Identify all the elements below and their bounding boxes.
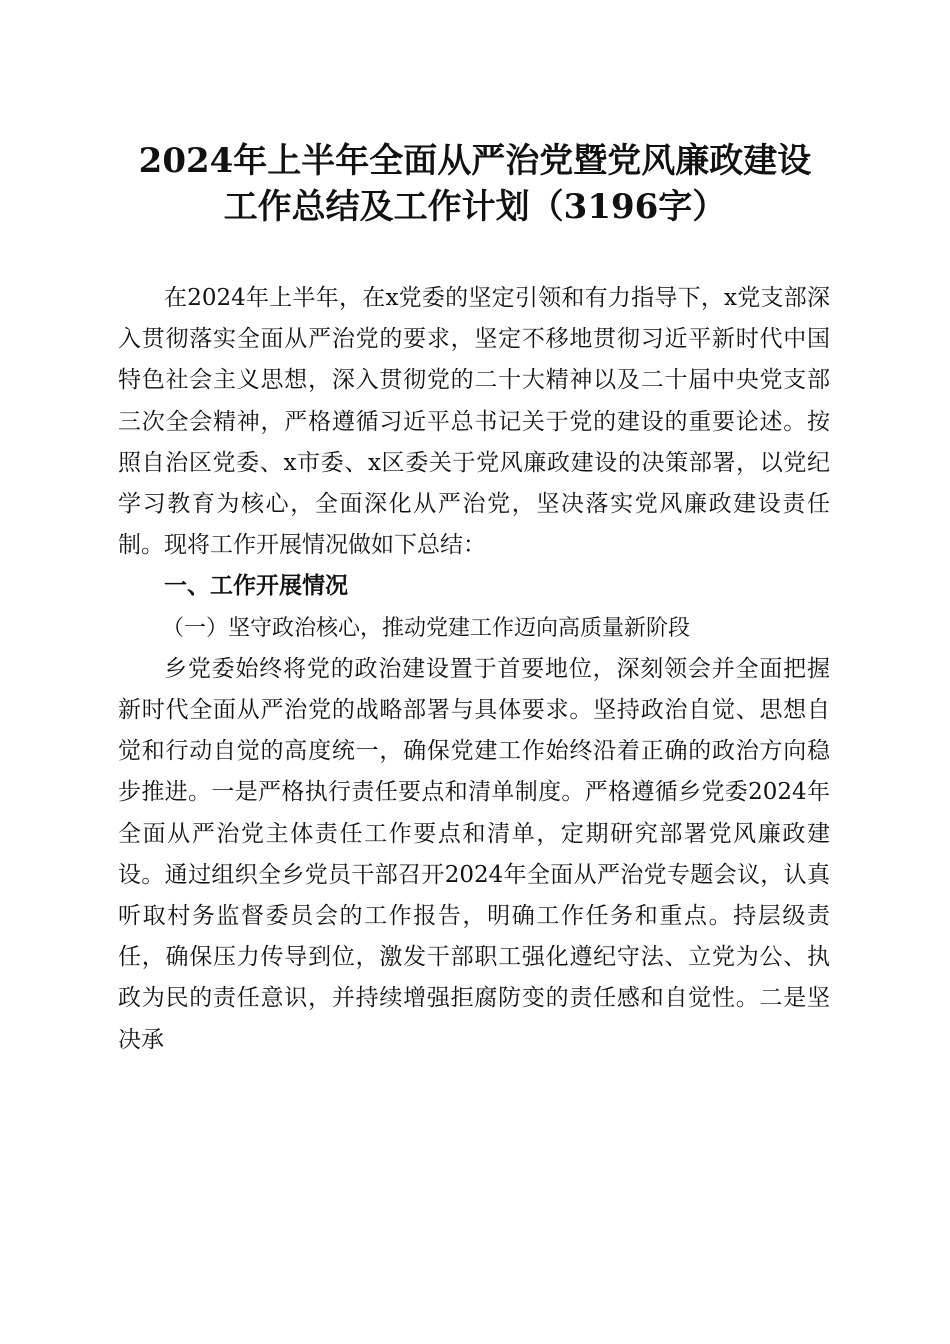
title-line-2: 工作总结及工作计划（3196字） — [223, 187, 727, 227]
subsection-heading: （一）坚守政治核心，推动党建工作迈向高质量新阶段 — [162, 615, 691, 641]
subsection-paragraph: 乡党委始终将党的政治建设置于首要地位，深刻领会并全面把握新时代全面从严治党的战略部署与具体要求。坚持政治自觉、思想自觉和行动自觉的高度统一，确保党建工作始终沿着正确的政治方向稳步推进。一是严格执行责任要点和清单制度。严格遵循乡党委2024年全面从严治党主体责任工作要点和清单，定期研究部署党风廉政建设。通过组织全乡党员干部召开2024年全面从严治党专题会议，认真听取村务监督委员会的工作报告，明确工作任务和重点。持层级责任，确保压力传导到位，激发干部职工强化遵纪守法、立党为公、执政为民的责任意识，并持续增强拒腐防变的责任感和自觉性。二是坚决承 — [118, 655, 830, 1053]
title-line-1: 2024年上半年全面从严治党暨党风廉政建设 — [138, 141, 812, 181]
document-title — [100, 138, 850, 230]
intro-paragraph: 在2024年上半年，在x党委的坚定引领和有力指导下，x党支部深入贯彻落实全面从严治党的要求，坚定不移地贯彻习近平新时代中国特色社会主义思想，深入贯彻党的二十大精神以及二十届中央党支部三次全会精神，严格遵循习近平总书记关于党的建设的重要论述。按照自治区党委、x市委、x区委关于党风廉政建设的决策部署，以党纪学习教育为核心，全面深化从严治党，坚决落实党风廉政建设责任制。现将工作开展情况做如下总结： — [118, 285, 830, 559]
section-heading: 一、工作开展情况 — [164, 573, 348, 600]
document-body — [118, 278, 830, 1061]
